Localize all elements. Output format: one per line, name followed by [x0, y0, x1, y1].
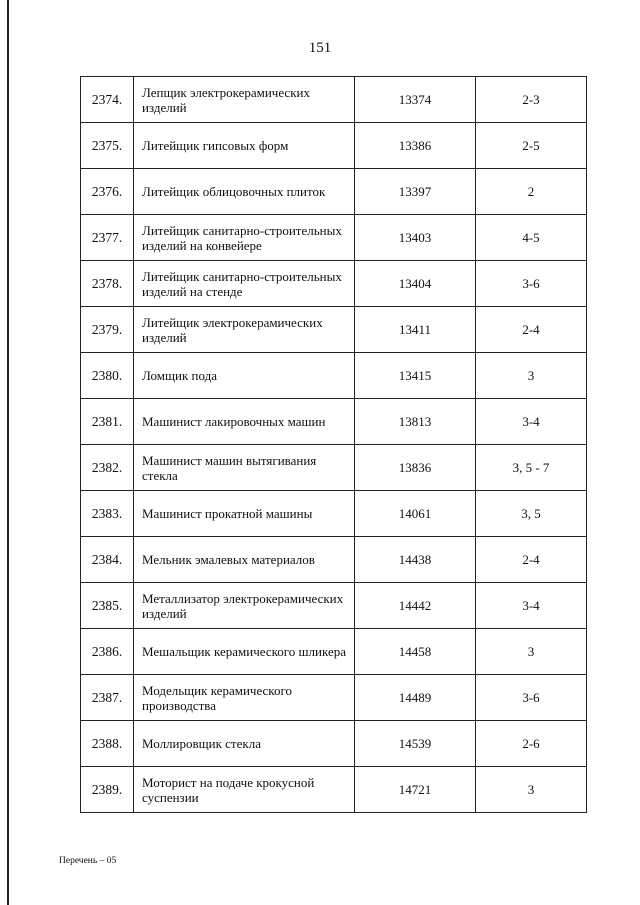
- table-row: [81, 307, 587, 353]
- table-row: [81, 261, 587, 307]
- row-number-cell: 2382.: [81, 445, 134, 491]
- table-row: [81, 399, 587, 445]
- grade-range-cell: 2-4: [476, 537, 587, 583]
- occupation-code-cell: 13404: [355, 261, 476, 307]
- row-number-cell: 2389.: [81, 767, 134, 813]
- table-row: [81, 491, 587, 537]
- occupations-table: [80, 76, 587, 813]
- row-number-cell: 2386.: [81, 629, 134, 675]
- grade-range-cell: 2: [476, 169, 587, 215]
- occupation-code-cell: 13386: [355, 123, 476, 169]
- table-row: [81, 721, 587, 767]
- grade-range-cell: 3: [476, 353, 587, 399]
- occupation-name-cell: Литейщик санитарно-строительных изделий на стенде: [134, 261, 355, 307]
- occupation-code-cell: 13415: [355, 353, 476, 399]
- grade-range-cell: 2-3: [476, 77, 587, 123]
- row-number-cell: 2376.: [81, 169, 134, 215]
- table-row: [81, 77, 587, 123]
- table-row: [81, 767, 587, 813]
- occupation-code-cell: 13374: [355, 77, 476, 123]
- occupation-name-cell: Машинист прокатной машины: [134, 491, 355, 537]
- occupation-code-cell: 13411: [355, 307, 476, 353]
- occupation-code-cell: 13836: [355, 445, 476, 491]
- grade-range-cell: 3: [476, 629, 587, 675]
- occupation-name-cell: Машинист машин вытягивания стекла: [134, 445, 355, 491]
- row-number-cell: 2384.: [81, 537, 134, 583]
- occupation-code-cell: 14061: [355, 491, 476, 537]
- occupation-code-cell: 14489: [355, 675, 476, 721]
- occupation-name-cell: Литейщик облицовочных плиток: [134, 169, 355, 215]
- grade-range-cell: 3: [476, 767, 587, 813]
- occupation-name-cell: Моллировщик стекла: [134, 721, 355, 767]
- table-row: [81, 675, 587, 721]
- occupation-name-cell: Ломщик пода: [134, 353, 355, 399]
- row-number-cell: 2385.: [81, 583, 134, 629]
- occupation-code-cell: 14438: [355, 537, 476, 583]
- grade-range-cell: 2-6: [476, 721, 587, 767]
- occupation-name-cell: Литейщик гипсовых форм: [134, 123, 355, 169]
- table-row: [81, 353, 587, 399]
- occupation-name-cell: Мешальщик керамического шликера: [134, 629, 355, 675]
- grade-range-cell: 3-6: [476, 675, 587, 721]
- occupation-name-cell: Моторист на подаче крокусной суспензии: [134, 767, 355, 813]
- row-number-cell: 2387.: [81, 675, 134, 721]
- row-number-cell: 2375.: [81, 123, 134, 169]
- footer-label: Перечень – 05: [59, 856, 117, 866]
- occupation-name-cell: Металлизатор электрокерамических изделий: [134, 583, 355, 629]
- row-number-cell: 2380.: [81, 353, 134, 399]
- occupation-code-cell: 14458: [355, 629, 476, 675]
- grade-range-cell: 3, 5: [476, 491, 587, 537]
- grade-range-cell: 3-6: [476, 261, 587, 307]
- table-row: [81, 583, 587, 629]
- occupation-name-cell: Мельник эмалевых материалов: [134, 537, 355, 583]
- row-number-cell: 2379.: [81, 307, 134, 353]
- table-row: [81, 537, 587, 583]
- row-number-cell: 2388.: [81, 721, 134, 767]
- occupation-code-cell: 13397: [355, 169, 476, 215]
- page-number: 151: [308, 40, 332, 56]
- grade-range-cell: 3, 5 - 7: [476, 445, 587, 491]
- row-number-cell: 2378.: [81, 261, 134, 307]
- occupation-code-cell: 14442: [355, 583, 476, 629]
- grade-range-cell: 3-4: [476, 583, 587, 629]
- occupation-code-cell: 14721: [355, 767, 476, 813]
- scan-margin-line: [7, 0, 9, 905]
- row-number-cell: 2381.: [81, 399, 134, 445]
- table-row: [81, 629, 587, 675]
- grade-range-cell: 4-5: [476, 215, 587, 261]
- grade-range-cell: 3-4: [476, 399, 587, 445]
- grade-range-cell: 2-4: [476, 307, 587, 353]
- occupation-code-cell: 13403: [355, 215, 476, 261]
- row-number-cell: 2383.: [81, 491, 134, 537]
- occupation-name-cell: Литейщик электрокерамических изделий: [134, 307, 355, 353]
- row-number-cell: 2377.: [81, 215, 134, 261]
- occupation-name-cell: Модельщик керамического производства: [134, 675, 355, 721]
- occupation-name-cell: Лепщик электрокерамических изделий: [134, 77, 355, 123]
- grade-range-cell: 2-5: [476, 123, 587, 169]
- row-number-cell: 2374.: [81, 77, 134, 123]
- occupation-code-cell: 13813: [355, 399, 476, 445]
- table-row: [81, 123, 587, 169]
- table-row: [81, 169, 587, 215]
- occupation-name-cell: Машинист лакировочных машин: [134, 399, 355, 445]
- table-body: [81, 77, 587, 813]
- table-row: [81, 215, 587, 261]
- occupation-name-cell: Литейщик санитарно-строительных изделий на конвейере: [134, 215, 355, 261]
- table-row: [81, 445, 587, 491]
- occupation-code-cell: 14539: [355, 721, 476, 767]
